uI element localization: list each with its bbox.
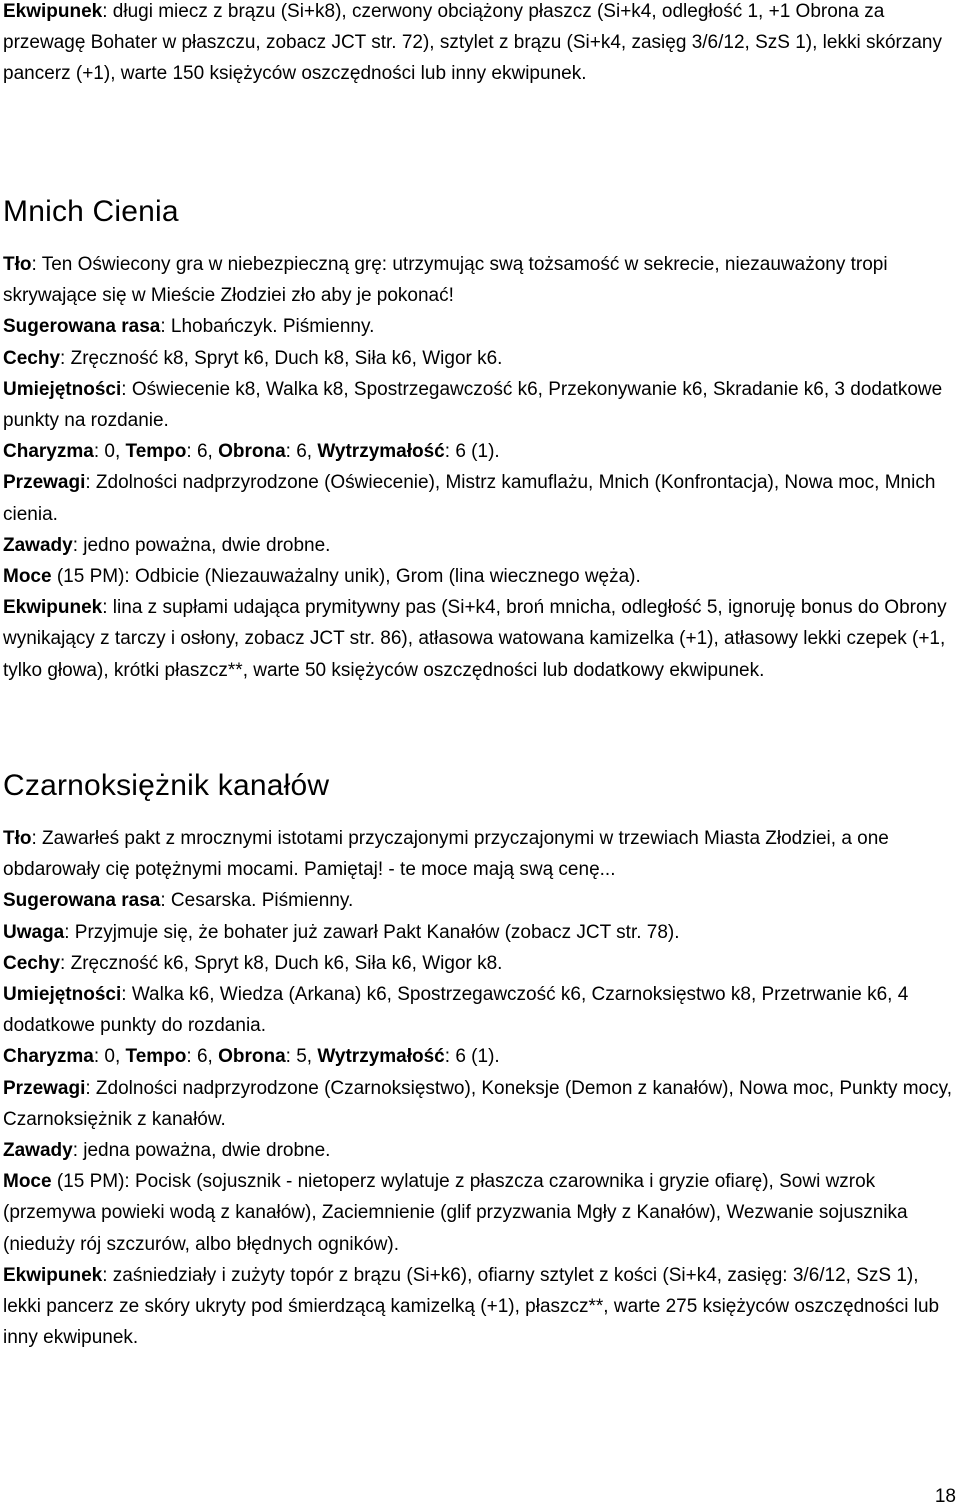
field-ekwipunek: Ekwipunek: zaśniedziały i zużyty topór z brązu (Si+k6), ofiarny sztylet z kości (Si+k4, zasięg: 3/6/12, SzS 1), lekki pancerz ze skóry ukryty pod śmierdzącą kamizelką (+1), płaszcz**, warte 275 księżyców oszczędności lub inny ekwipunek. <box>3 1264 940 1349</box>
field-tlo: Tło: Zawarłeś pakt z mrocznymi istotami przyczajonymi przyczajonymi w trzewiach Miasta Złodziei, a one obdarowały cię potężnymi mocami. Pamiętaj! - te moce mają swą cenę... <box>3 828 889 881</box>
field-rasa: Sugerowana rasa: Cesarska. Piśmienny. <box>3 890 354 912</box>
intro-equipment: Ekwipunek: długi miecz z brązu (Si+k8), czerwony obciążony płaszcz (Si+k4, odległość 1, +1 Obrona za przewagę Bohater w płaszczu, zobacz JCT str. 72), sztylet z brązu (Si+k4, zasięg 3/6/12, SzS 1), lekki skórzany pancerz (+1), warte 150 księżyców oszczędności lub inny ekwipunek. <box>3 1 942 85</box>
field-przewagi: Przewagi: Zdolności nadprzyrodzone (Czarnoksięstwo), Koneksje (Demon z kanałów), Nowa moc, Punkty mocy, Czarnoksiężnik z kanałów. <box>3 1077 952 1130</box>
section-title-czarnoksieznik: Czarnoksiężnik kanałów <box>3 769 330 802</box>
field-moce: Moce (15 PM): Pocisk (sojusznik - nietoperz wylatuje z płaszcza czarownika i gryzie ofiarę), Sowi wzrok (przemywa powieki wodą z kanałów), Zaciemnienie (glif przyzwania Mgły z Kanałów), Wezwanie sojusznika (nieduży rój szczurów, albo błędnych ogników). <box>3 1171 908 1255</box>
page-number: 18 <box>934 1486 956 1507</box>
field-tlo: Tło: Ten Oświecony gra w niebezpieczną grę: utrzymując swą tożsamość w sekrecie, niezauważony tropi skrywające się w Mieście Złodziei zło aby je pokonać! <box>3 254 888 307</box>
field-moce: Moce (15 PM): Odbicie (Niezauważalny unik), Grom (lina wiecznego węża). <box>3 566 641 588</box>
field-zawady: Zawady: jedno poważna, dwie drobne. <box>3 534 331 556</box>
section-title-mnich: Mnich Cienia <box>3 195 179 228</box>
field-umiejetnosci: Umiejętności: Oświecenie k8, Walka k8, Spostrzegawczość k6, Przekonywanie k6, Skradanie k6, 3 dodatkowe punkty na rozdanie. <box>3 378 943 432</box>
field-umiejetnosci: Umiejętności: Walka k6, Wiedza (Arkana) k6, Spostrzegawczość k6, Czarnoksięstwo k8, Przetrwanie k6, 4 dodatkowe punkty do rozdania. <box>3 984 909 1037</box>
field-ekwipunek: Ekwipunek: lina z supłami udająca prymitywny pas (Si+k4, broń mnicha, odległość 5, ignoruję bonus do Obrony wynikający z tarczy i osłony, zobacz JCT str. 86), atłasowa watowana kamizelka (+1), atłasowy lekki czepek (+1, tylko głowa), krótki płaszcz**, warte 50 księżyców oszczędności lub dodatkowy ekwipunek. <box>3 597 947 681</box>
field-cechy: Cechy: Zręczność k8, Spryt k6, Duch k8, Siła k6, Wigor k6. <box>3 347 503 369</box>
label: Ekwipunek <box>3 1 103 22</box>
field-stats: Charyzma: 0, Tempo: 6, Obrona: 5, Wytrzymałość: 6 (1). <box>3 1046 500 1068</box>
field-cechy: Cechy: Zręczność k6, Spryt k8, Duch k6, Siła k6, Wigor k8. <box>3 952 503 974</box>
field-stats: Charyzma: 0, Tempo: 6, Obrona: 6, Wytrzymałość: 6 (1). <box>3 441 500 463</box>
field-przewagi: Przewagi: Zdolności nadprzyrodzone (Oświecenie), Mistrz kamuflażu, Mnich (Konfrontacja), Nowa moc, Mnich cienia. <box>3 472 936 525</box>
section-body-czarnoksieznik <box>3 823 953 1353</box>
field-rasa: Sugerowana rasa: Lhobańczyk. Piśmienny. <box>3 316 375 338</box>
field-zawady: Zawady: jedna poważna, dwie drobne. <box>3 1140 331 1162</box>
section-body-mnich <box>3 249 953 686</box>
field-uwaga: Uwaga: Przyjmuje się, że bohater już zawarł Pakt Kanałów (zobacz JCT str. 78). <box>3 921 680 943</box>
